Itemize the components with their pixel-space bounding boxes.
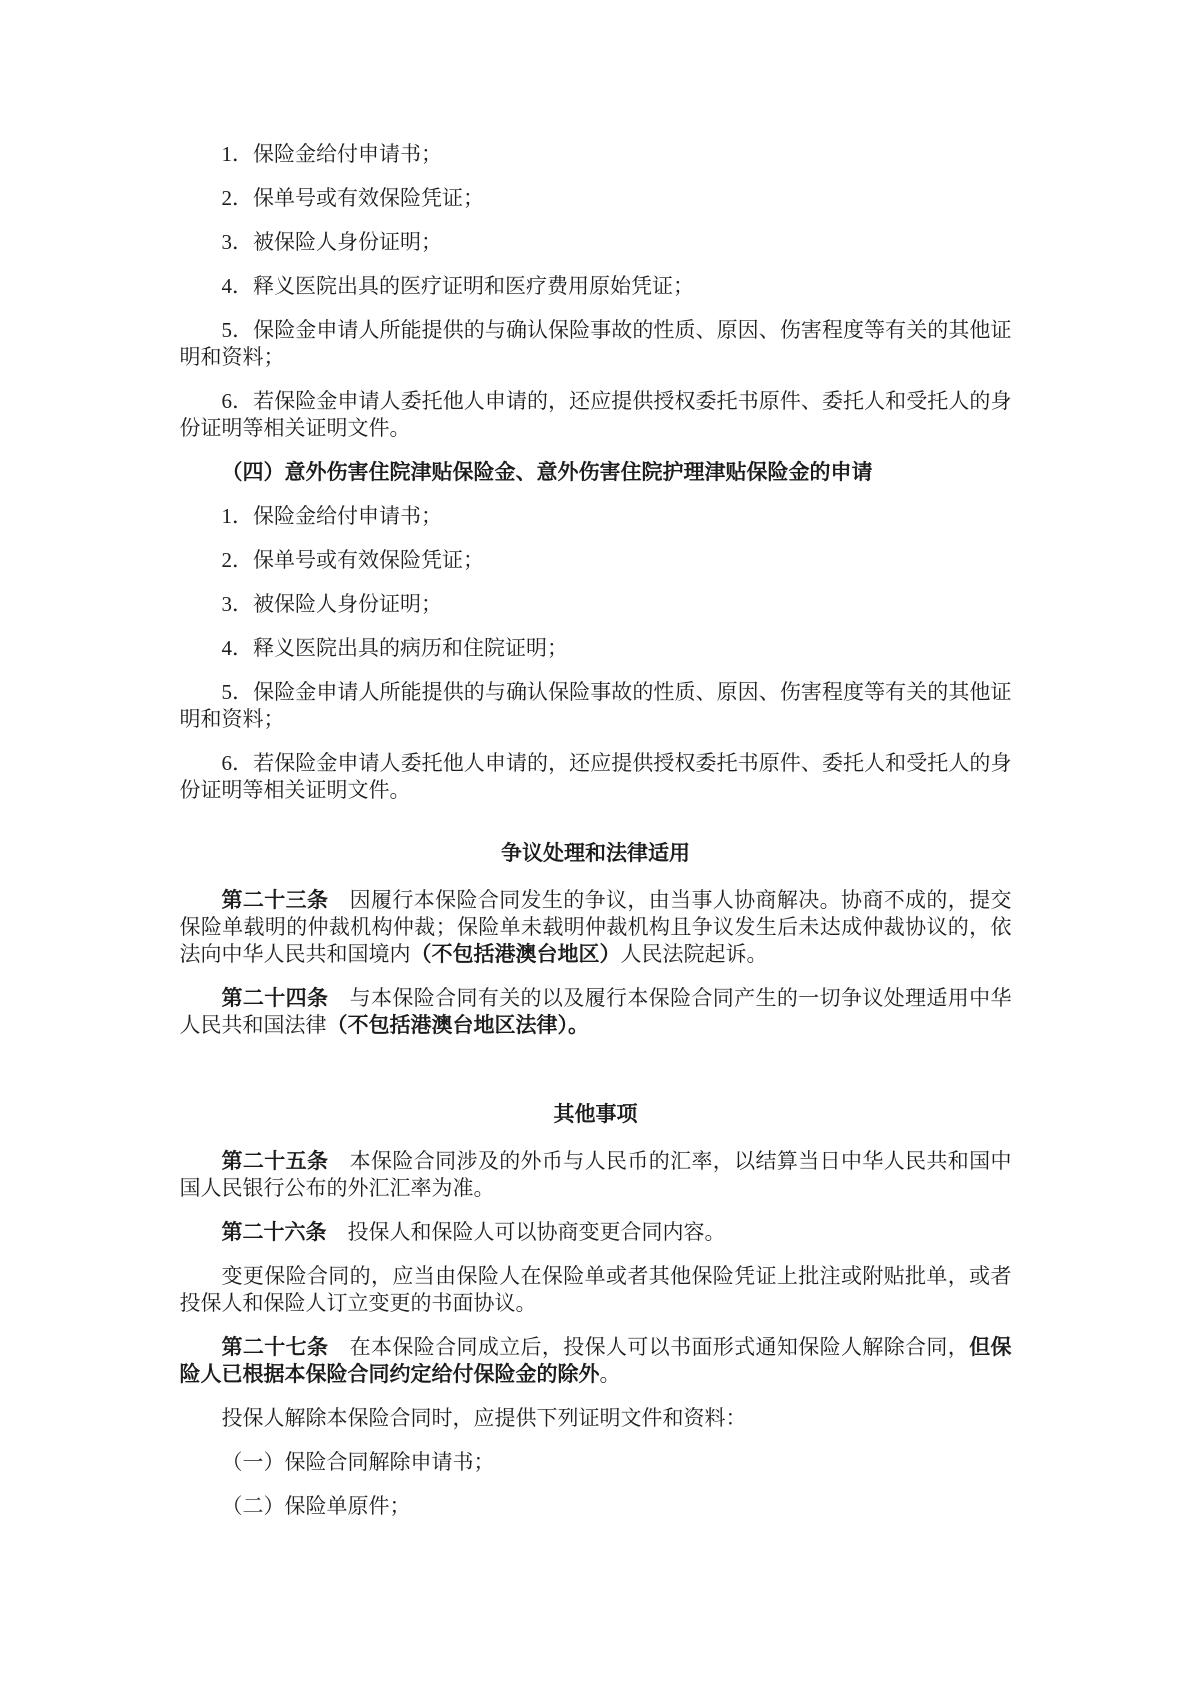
text-run: 投保人解除本保险合同时，应提供下列证明文件和资料：: [221, 1406, 747, 1430]
list-item: [180, 750, 1012, 804]
list-item: [180, 229, 1012, 256]
text-run: 5．保险金申请人所能提供的与确认保险事故的性质、原因、伤害程度等有关的其他证明和资料；: [179, 318, 1012, 369]
bold-text-run: 第二十五条: [221, 1149, 329, 1173]
text-run: 。: [599, 1362, 621, 1386]
list-item: [180, 317, 1012, 371]
document-body: [180, 141, 1012, 1520]
text-run: 投保人和保险人可以协商变更合同内容。: [326, 1220, 726, 1244]
text-run: 1．保险金给付申请书；: [221, 504, 442, 528]
paragraph: [180, 1405, 1012, 1432]
text-run: 5．保险金申请人所能提供的与确认保险事故的性质、原因、伤害程度等有关的其他证明和资料；: [179, 680, 1012, 731]
sub-section-heading: [180, 459, 1012, 486]
text-run: 变更保险合同的，应当由保险人在保险单或者其他保险凭证上批注或附贴批单，或者投保人和保险人订立变更的书面协议。: [179, 1264, 1012, 1315]
list-item: [180, 503, 1012, 530]
section-heading: [180, 1101, 1012, 1128]
text-run: 与本保险合同有关的以及履行本保险合同产生的一切争议处理适用中华人民共和国法律: [179, 986, 1012, 1037]
text-run: 3．被保险人身份证明；: [221, 230, 442, 254]
list-item: [180, 388, 1012, 442]
text-run: （二）保险单原件；: [221, 1494, 411, 1518]
text-run: 6．若保险金申请人委托他人申请的，还应提供授权委托书原件、委托人和受托人的身份证明等相关证明文件。: [179, 751, 1012, 802]
bold-text-run: （不包括港澳台地区）: [410, 942, 621, 966]
text-run: 因履行本保险合同发生的争议，由当事人协商解决。协商不成的，提交保险单载明的仲裁机构仲裁；保险单未载明仲裁机构且争议发生后未达成仲裁协议的，依法向中华人民共和国境内: [179, 888, 1012, 966]
paragraph: [180, 1334, 1012, 1388]
section-heading: [180, 840, 1012, 867]
list-item: [180, 185, 1012, 212]
text-run: （四）意外伤害住院津贴保险金、意外伤害住院护理津贴保险金的申请: [221, 460, 873, 484]
paragraph: [180, 1219, 1012, 1246]
list-item: [180, 141, 1012, 168]
text-run: 2．保单号或有效保险凭证；: [221, 548, 484, 572]
text-run: 1．保险金给付申请书；: [221, 142, 442, 166]
paragraph: [180, 887, 1012, 968]
bold-text-run: 第二十三条: [221, 888, 329, 912]
text-run: 6．若保险金申请人委托他人申请的，还应提供授权委托书原件、委托人和受托人的身份证明等相关证明文件。: [179, 389, 1012, 440]
bold-text-run: 第二十四条: [221, 986, 329, 1010]
paragraph: [180, 985, 1012, 1039]
paragraph: [180, 1148, 1012, 1202]
text-run: 在本保险合同成立后，投保人可以书面形式通知保险人解除合同，: [328, 1335, 970, 1359]
text-run: 3．被保险人身份证明；: [221, 592, 442, 616]
text-run: 本保险合同涉及的外币与人民币的汇率，以结算当日中华人民共和国中国人民银行公布的外汇汇率为准。: [179, 1149, 1012, 1200]
list-item: [180, 635, 1012, 662]
list-item: [180, 591, 1012, 618]
text-run: 争议处理和法律适用: [501, 841, 690, 865]
paragraph: [180, 1263, 1012, 1317]
list-item: [180, 273, 1012, 300]
text-run: 4．释义医院出具的医疗证明和医疗费用原始凭证；: [221, 274, 694, 298]
text-run: 其他事项: [553, 1102, 638, 1126]
document-page: [180, 0, 1012, 1520]
list-item: [180, 679, 1012, 733]
list-item: [180, 1493, 1012, 1520]
text-run: 人民法院起诉。: [620, 942, 768, 966]
text-run: 4．释义医院出具的病历和住院证明；: [221, 636, 568, 660]
list-item: [180, 547, 1012, 574]
bold-text-run: 但保险人已根据本保险合同约定给付保险金的除外: [179, 1335, 1012, 1386]
text-run: （一）保险合同解除申请书；: [221, 1450, 495, 1474]
bold-text-run: （不包括港澳台地区法律）。: [326, 1013, 589, 1037]
bold-text-run: 第二十七条: [221, 1335, 329, 1359]
bold-text-run: 第二十六条: [221, 1220, 327, 1244]
list-item: [180, 1449, 1012, 1476]
text-run: 2．保单号或有效保险凭证；: [221, 186, 484, 210]
